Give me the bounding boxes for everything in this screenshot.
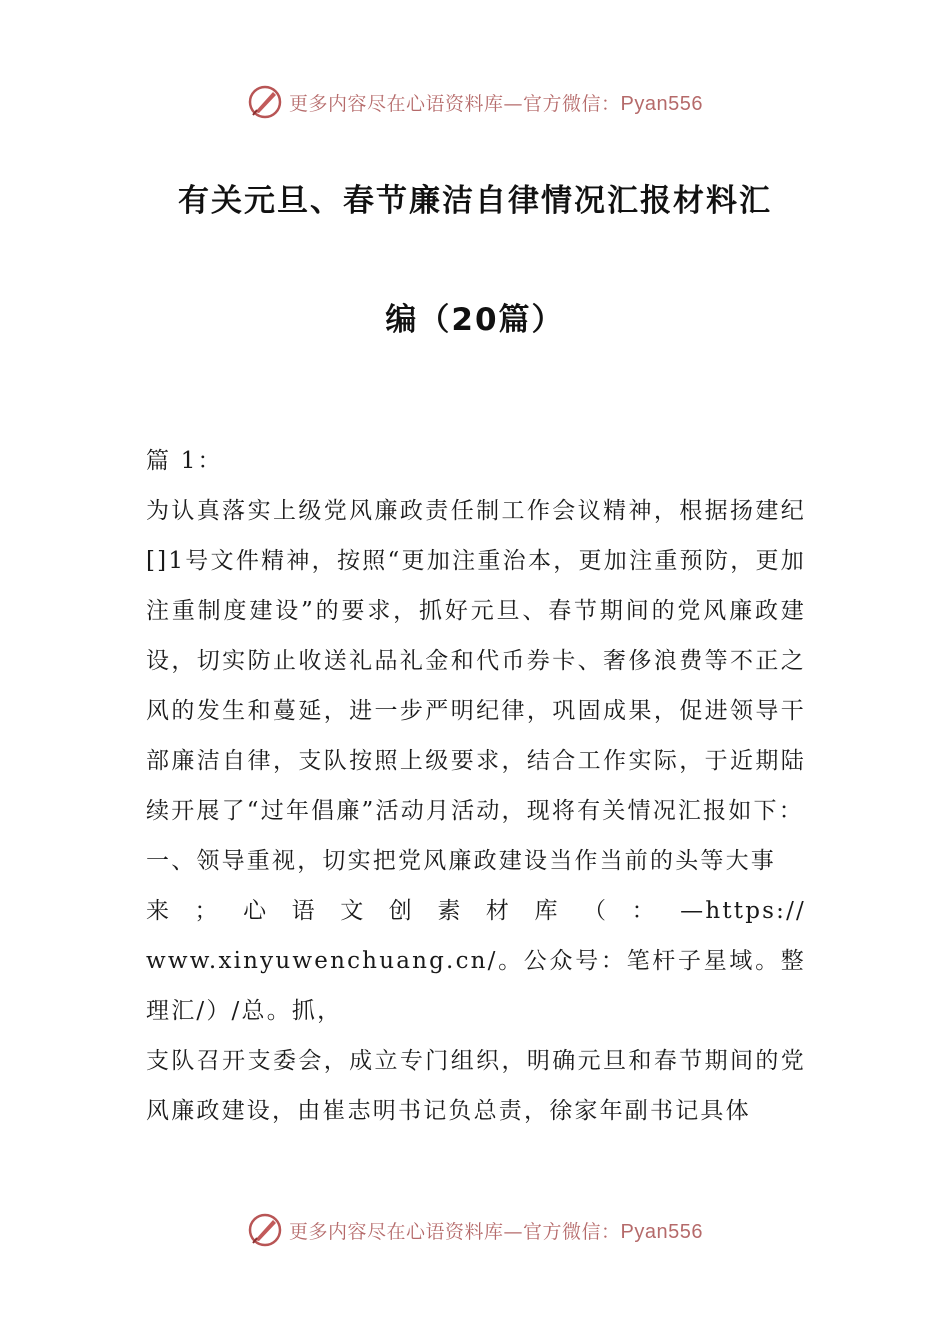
- section-label: 篇 1：: [146, 448, 223, 474]
- paragraph-intro: 为认真落实上级党风廉政责任制工作会议精神，根据扬建纪[]1号文件精神，按照“更加注重治本，更加注重预防，更加注重制度建设”的要求，抓好元旦、春节期间的党风廉政建设，切实防止收送礼品礼金和代币券卡、奢侈浪费等不正之风的发生和蔓延，进一步严明纪律，巩固成果，促进领导干部廉洁自律，支队按照上级要求，结合工作实际，于近期陆续开展了“过年倡廉”活动月活动，现将有关情况汇报如下：: [146, 498, 806, 824]
- paragraph-source-line: 来；心语文创素材库（：—https://: [146, 898, 806, 924]
- wechat-handle: Pyan556: [620, 92, 703, 115]
- document-body: [146, 436, 806, 1136]
- banner-text: 更多内容尽在心语资料库—官方微信：Pyan556: [289, 92, 703, 115]
- wechat-handle: Pyan556: [620, 1220, 703, 1243]
- quill-logo-icon: [247, 1212, 283, 1248]
- paragraph-detail: 支队召开支委会，成立专门组织，明确元旦和春节期间的党风廉政建设，由崔志明书记负总责，徐家年副书记具体: [146, 1048, 806, 1124]
- paragraph-heading-one: 一、领导重视，切实把党风廉政建设当作当前的头等大事: [146, 848, 776, 874]
- document-title-line-2: 编（20篇）: [385, 302, 565, 338]
- header-banner: [0, 82, 950, 122]
- banner-text: 更多内容尽在心语资料库—官方微信：Pyan556: [289, 1220, 703, 1243]
- quill-logo-icon: [247, 84, 283, 120]
- document-title-line-1: 有关元旦、春节廉洁自律情况汇报材料汇: [178, 183, 772, 219]
- footer-banner: [0, 1210, 950, 1250]
- paragraph-url-line: www.xinyuwenchuang.cn/。公众号：笔杆子星域。整理汇/）/总。抓，: [146, 948, 806, 1024]
